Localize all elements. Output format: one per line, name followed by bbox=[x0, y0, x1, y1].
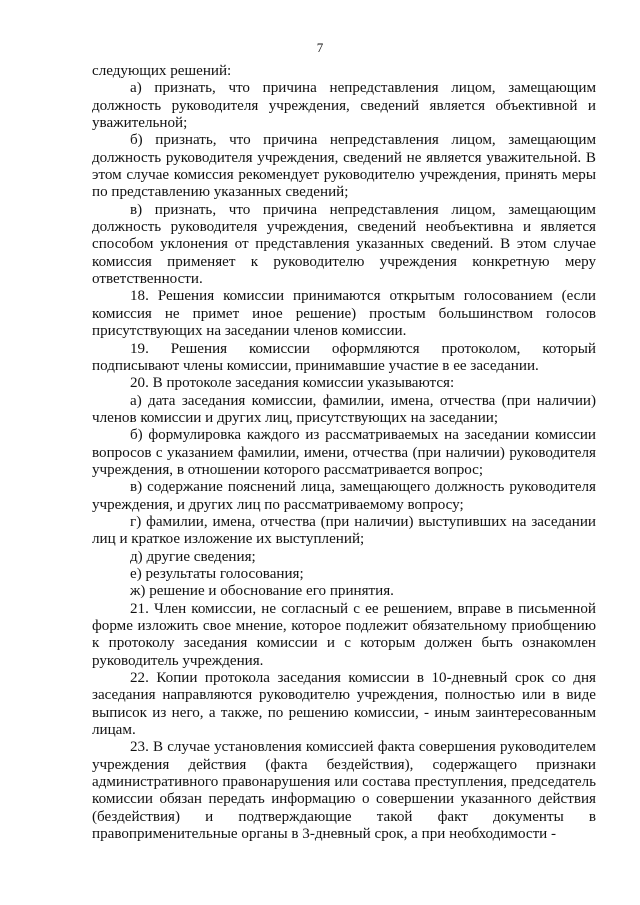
paragraph-20-item-g: г) фамилии, имена, отчества (при наличии) выступивших на заседании лиц и краткое изложение их выступлений; bbox=[92, 513, 596, 548]
paragraph-19: 19. Решения комиссии оформляются протоколом, который подписывают члены комиссии, принимавшие участие в ее заседании. bbox=[92, 340, 596, 374]
body-text bbox=[92, 63, 596, 843]
paragraph-20-item-a: а) дата заседания комиссии, фамилии, имена, отчества (при наличии) членов комиссии и других лиц, присутствующих на заседании; bbox=[92, 392, 596, 426]
paragraph-22: 22. Копии протокола заседания комиссии в 10-дневный срок со дня заседания направляются руководителю учреждения, полностью или в виде выписок из него, а также, по решению комиссии, - иным заинтересованным лицам. bbox=[92, 670, 596, 739]
paragraph-item-b: б) признать, что причина непредставления лицом, замещающим должность руководителя учреждения, сведений не является уважительной. В этом случае комиссия рекомендует руководителю учреждения, принять меры по представлению указанных сведений; bbox=[92, 132, 596, 201]
paragraph-18: 18. Решения комиссии принимаются открытым голосованием (если комиссия не примет иное решение) простым большинством голосов присутствующих на заседании членов комиссии. bbox=[92, 288, 596, 340]
paragraph-21: 21. Член комиссии, не согласный с ее решением, вправе в письменной форме изложить свое мнение, которое подлежит обязательному приобщению к протоколу заседания комиссии и с которым должен быть ознакомлен руководитель учреждения. bbox=[92, 600, 596, 669]
paragraph-20-item-v: в) содержание пояснений лица, замещающего должность руководителя учреждения, и других лиц по рассматриваемому вопросу; bbox=[92, 479, 596, 513]
page-number: 7 bbox=[316, 40, 324, 55]
paragraph-20-item-b: б) формулировка каждого из рассматриваемых на заседании комиссии вопросов с указанием фамилии, имени, отчества (при наличии) руководителя учреждения, в отношении которого рассматривается вопрос; bbox=[92, 427, 596, 478]
paragraph-20-item-e: е) результаты голосования; bbox=[130, 565, 304, 582]
paragraph-continuation: следующих решений: bbox=[92, 63, 232, 79]
paragraph-20: 20. В протоколе заседания комиссии указываются: bbox=[130, 375, 455, 392]
paragraph-20-item-zh: ж) решение и обоснование его принятия. bbox=[130, 583, 394, 600]
paragraph-item-a: а) признать, что причина непредставления лицом, замещающим должность руководителя учреждения, сведений является объективной и уважительной; bbox=[92, 80, 596, 132]
paragraph-23: 23. В случае установления комиссией факта совершения руководителем учреждения действия (факта бездействия), содержащего признаки административного правонарушения или состава преступления, председатель комиссии обязан передать информацию о совершении указанного действия (бездействия) и подтверждающие такой факт документы в правоприменительные органы в 3-дневный срок, а при необходимости - bbox=[92, 739, 596, 843]
paragraph-20-item-d: д) другие сведения; bbox=[130, 548, 256, 565]
paragraph-item-v: в) признать, что причина непредставления лицом, замещающим должность руководителя учреждения, сведений необъективна и является способом уклонения от представления указанных сведений. В этом случае комиссия применяет к руководителю учреждения конкретную меру ответственности. bbox=[92, 201, 596, 288]
